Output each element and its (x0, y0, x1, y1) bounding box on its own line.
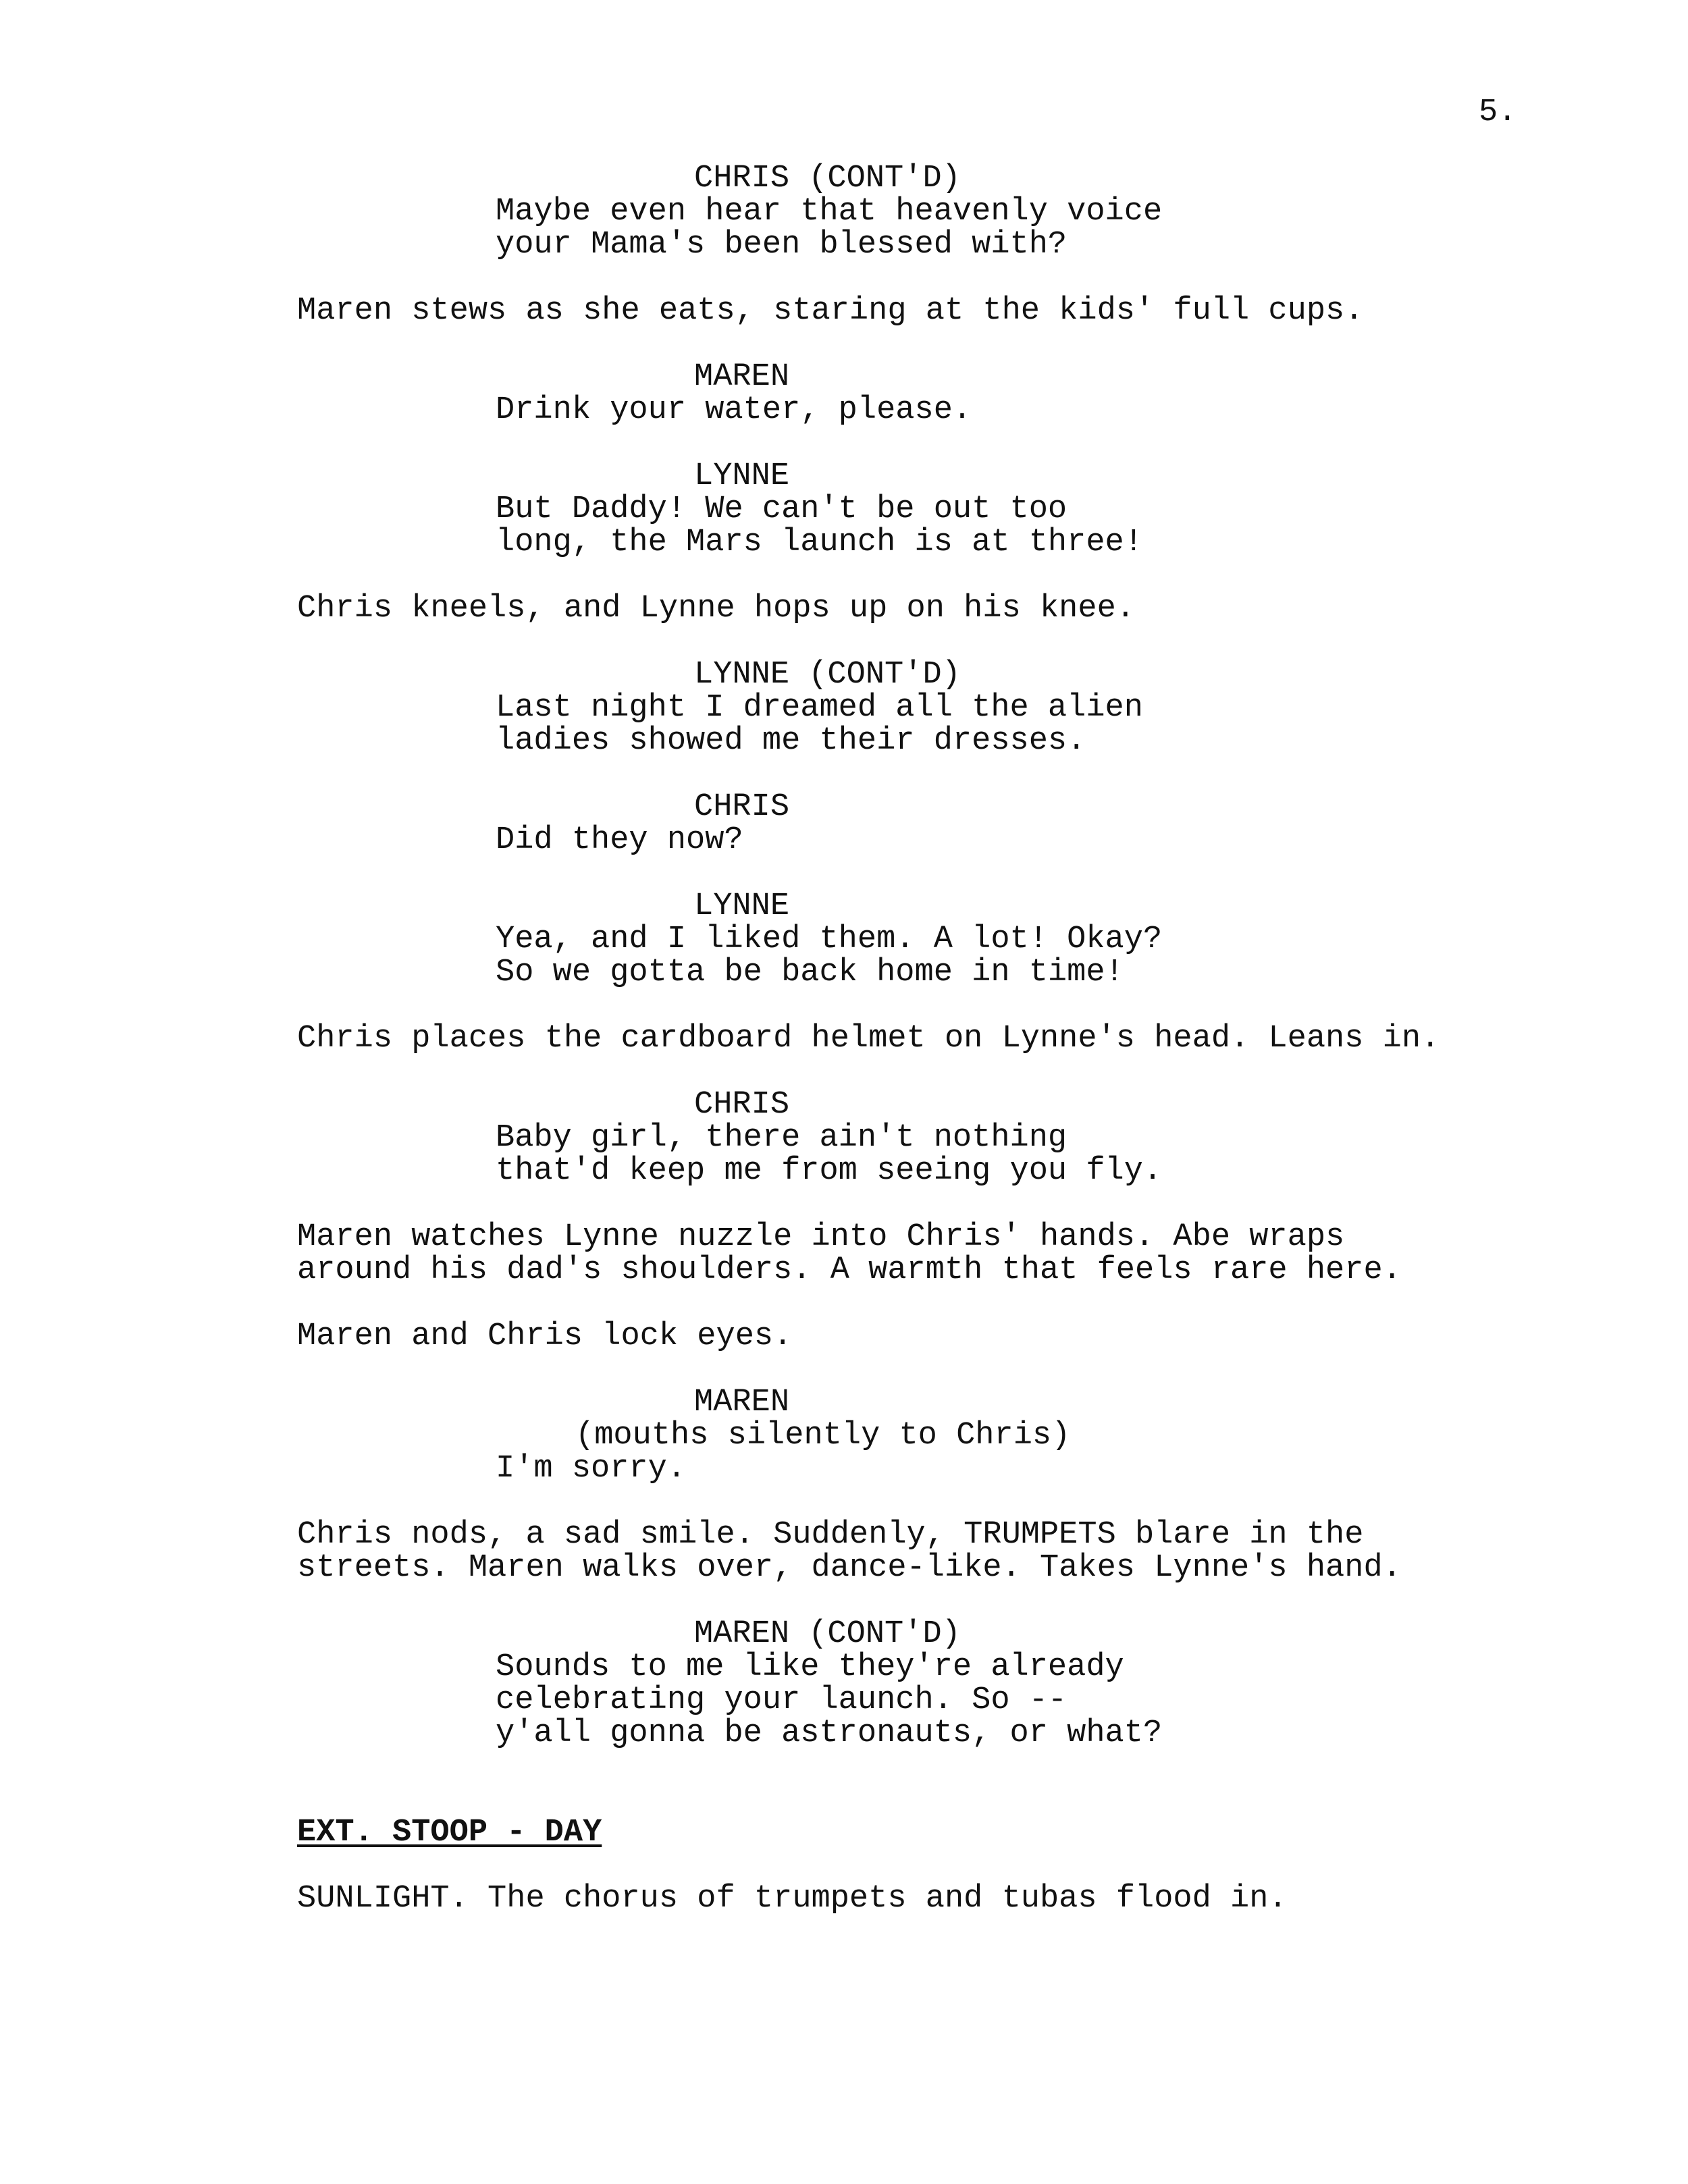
blank-line (297, 1485, 1580, 1518)
character-cue: LYNNE (694, 458, 790, 494)
blank-line (297, 1055, 1580, 1088)
dialogue-line: y'all gonna be astronauts, or what? (496, 1715, 1163, 1751)
script-body (297, 162, 1580, 1915)
blank-line (297, 857, 1580, 890)
dialogue-line: Sounds to me like they're already (496, 1649, 1124, 1685)
dialogue-line: your Mama's been blessed with? (496, 227, 1067, 263)
dialogue-line: ladies showed me their dresses. (496, 723, 1086, 759)
dialogue-line: Maybe even hear that heavenly voice (496, 194, 1163, 230)
dialogue-line: that'd keep me from seeing you fly. (496, 1153, 1163, 1189)
blank-line (297, 427, 1580, 460)
blank-line (297, 757, 1580, 791)
blank-line (297, 1188, 1580, 1221)
character-cue: MAREN (694, 1385, 790, 1420)
dialogue-line: Baby girl, there ain't nothing (496, 1120, 1067, 1156)
blank-line (297, 327, 1580, 361)
character-cue: LYNNE (CONT'D) (694, 657, 961, 693)
blank-line (297, 989, 1580, 1022)
character-cue: CHRIS (CONT'D) (694, 161, 961, 196)
action-line: Chris kneels, and Lynne hops up on his knee. (297, 591, 1136, 627)
dialogue-line: long, the Mars launch is at three! (496, 525, 1143, 560)
dialogue-line: Last night I dreamed all the alien (496, 690, 1143, 726)
blank-line (297, 1849, 1580, 1882)
blank-line (297, 559, 1580, 592)
scene-heading: EXT. STOOP - DAY (297, 1815, 602, 1850)
dialogue-line: So we gotta be back home in time! (496, 955, 1124, 990)
character-cue: CHRIS (694, 1087, 790, 1123)
blank-line (297, 1353, 1580, 1386)
character-cue: MAREN (694, 359, 790, 395)
blank-line (297, 1750, 1580, 1783)
dialogue-line: Did they now? (496, 822, 743, 858)
blank-line (297, 261, 1580, 294)
action-line: Maren watches Lynne nuzzle into Chris' hands. Abe wraps (297, 1219, 1345, 1255)
blank-line (297, 625, 1580, 658)
character-cue: CHRIS (694, 789, 790, 825)
action-line: SUNLIGHT. The chorus of trumpets and tubas flood in. (297, 1881, 1288, 1917)
action-line: Chris nods, a sad smile. Suddenly, TRUMPETS blare in the (297, 1517, 1364, 1553)
action-line: streets. Maren walks over, dance-like. Takes Lynne's hand. (297, 1550, 1402, 1586)
dialogue-line: I'm sorry. (496, 1451, 687, 1487)
dialogue-line: Yea, and I liked them. A lot! Okay? (496, 922, 1163, 957)
dialogue-line: But Daddy! We can't be out too (496, 491, 1067, 527)
blank-line (297, 1287, 1580, 1320)
character-cue: LYNNE (694, 888, 790, 924)
page-number: 5. (1479, 95, 1517, 130)
action-line: Maren and Chris lock eyes. (297, 1319, 793, 1354)
blank-line (297, 1584, 1580, 1618)
dialogue-line: celebrating your launch. So -- (496, 1682, 1067, 1718)
action-line: around his dad's shoulders. A warmth that feels rare here. (297, 1252, 1402, 1288)
action-line: Chris places the cardboard helmet on Lynne's head. Leans in. (297, 1021, 1440, 1057)
action-line: Maren stews as she eats, staring at the kids' full cups. (297, 293, 1364, 329)
parenthetical: (mouths silently to Chris) (575, 1418, 1071, 1454)
character-cue: MAREN (CONT'D) (694, 1616, 961, 1652)
blank-line (297, 1783, 1580, 1816)
dialogue-line: Drink your water, please. (496, 392, 972, 428)
